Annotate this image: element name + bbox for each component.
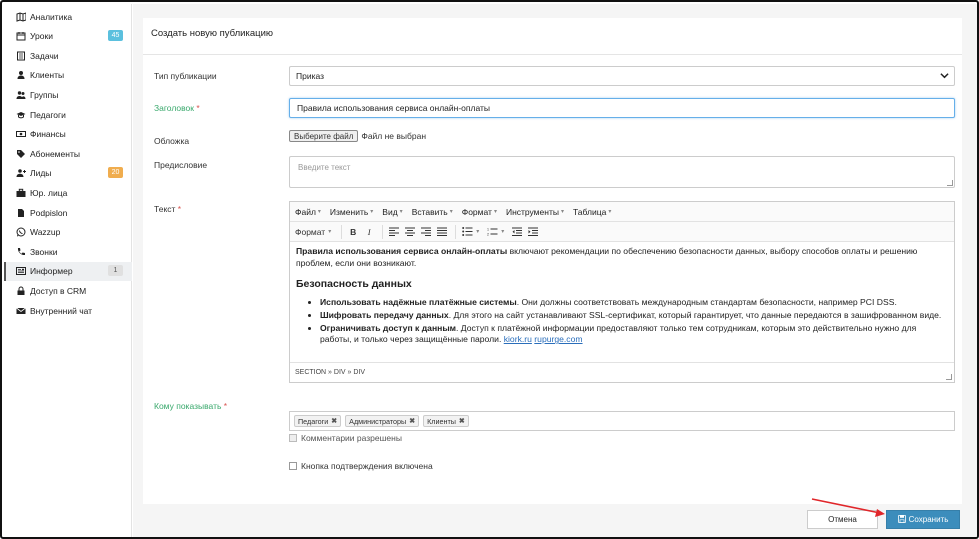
- editor-menu-item[interactable]: [412, 207, 453, 217]
- sidebar: [4, 4, 132, 537]
- editor-menu-item[interactable]: [295, 207, 321, 217]
- comments-checkbox[interactable]: [289, 434, 297, 442]
- sidebar-item[interactable]: [4, 164, 132, 183]
- caret-icon: ▾: [399, 209, 403, 215]
- briefcase-icon: [15, 187, 27, 199]
- caret-icon: ▾: [328, 229, 332, 235]
- audience-tags-input[interactable]: [289, 411, 955, 431]
- sidebar-item[interactable]: [4, 7, 132, 26]
- editor-menu-item[interactable]: [573, 207, 611, 217]
- sidebar-item[interactable]: [4, 144, 132, 163]
- sidebar-item-label: Аналитика: [30, 11, 73, 22]
- sidebar-item-label: Задачи: [30, 50, 59, 61]
- list-item: [320, 310, 948, 322]
- sidebar-item-label: Группы: [30, 89, 59, 100]
- svg-text:1: 1: [486, 227, 489, 232]
- publication-form-panel: [143, 18, 962, 504]
- audience-tag: [345, 415, 419, 427]
- editor-heading: Безопасность данных: [296, 278, 412, 291]
- required-star: *: [223, 401, 228, 411]
- editor-menu-item[interactable]: [330, 207, 373, 217]
- page-title: Создать новую публикацию: [151, 28, 274, 39]
- sidebar-item[interactable]: [4, 262, 132, 281]
- audience-tag-label: Клиенты: [427, 416, 456, 426]
- bold-icon[interactable]: B: [350, 226, 357, 237]
- publication-type-value: Приказ: [296, 71, 325, 81]
- sidebar-item[interactable]: [4, 223, 132, 242]
- user-plus-icon: [15, 167, 27, 179]
- sidebar-item-label: Финансы: [30, 129, 66, 140]
- bullet-bold: Ограничивать доступ к данным: [320, 322, 457, 333]
- sidebar-item[interactable]: [4, 105, 132, 124]
- sidebar-item-label: Лиды: [30, 168, 52, 179]
- sidebar-item[interactable]: [4, 281, 132, 300]
- align-justify-icon[interactable]: [435, 224, 449, 240]
- caret-icon: ▾: [370, 209, 374, 215]
- preface-placeholder: Введите текст: [298, 163, 351, 172]
- toolbar-separator: [455, 225, 456, 239]
- envelope-icon: [15, 305, 27, 317]
- audience-label: [154, 401, 227, 411]
- caret-icon[interactable]: ▾: [476, 229, 480, 235]
- svg-text:2: 2: [486, 232, 489, 236]
- phone-icon: [15, 246, 27, 258]
- sidebar-item[interactable]: [4, 27, 132, 46]
- list-item: [320, 323, 948, 346]
- confirm-checkbox-row: [289, 461, 433, 471]
- comments-label: Комментарии разрешены: [301, 433, 402, 443]
- caret-icon: ▾: [608, 209, 612, 215]
- preface-textarea[interactable]: [289, 156, 955, 188]
- editor-link[interactable]: kiork.ru: [503, 334, 532, 345]
- cancel-button[interactable]: Отмена: [807, 510, 878, 529]
- audience-tag: [423, 415, 469, 427]
- map-icon: [15, 11, 27, 23]
- sidebar-item-label: Звонки: [30, 246, 58, 257]
- type-label: Тип публикации: [154, 71, 217, 81]
- editor-menu-item[interactable]: [462, 207, 497, 217]
- editor-bullet-list: [296, 297, 948, 345]
- editor-menu-label: Инструменты: [505, 206, 559, 217]
- count-badge: 20: [108, 167, 123, 178]
- user-icon: [15, 69, 27, 81]
- users-icon: [15, 89, 27, 101]
- bullet-text: . Для этого на сайт устанавливают SSL-сертификат, который гарантирует, что данные передаются в зашифрованном виде.: [448, 309, 942, 320]
- bullet-bold: Шифровать передачу данных: [320, 309, 449, 320]
- chevron-down-icon: [940, 71, 949, 82]
- toolbar-separator: [382, 225, 383, 239]
- heading-label: [154, 103, 200, 113]
- resize-handle[interactable]: [947, 180, 953, 186]
- close-icon[interactable]: ✖: [409, 418, 416, 425]
- editor-menu-label: Вид: [382, 206, 398, 217]
- heading-input[interactable]: [289, 98, 955, 118]
- toolbar-separator: [341, 225, 342, 239]
- caret-icon: ▾: [560, 209, 564, 215]
- close-icon[interactable]: ✖: [458, 418, 465, 425]
- caret-icon: ▾: [449, 209, 453, 215]
- file-icon: [15, 207, 27, 219]
- editor-content[interactable]: [290, 242, 954, 360]
- newspaper-icon: [15, 265, 27, 277]
- sidebar-item-label: Доступ в CRM: [30, 285, 87, 296]
- editor-menubar: [290, 202, 954, 222]
- editor-menu-label: Вставить: [411, 206, 448, 217]
- preface-label: Предисловие: [154, 160, 208, 170]
- graduation-cap-icon: [15, 109, 27, 121]
- italic-icon[interactable]: I: [367, 226, 371, 237]
- tasks-icon: [15, 50, 27, 62]
- sidebar-item-label: Wazzup: [30, 227, 61, 238]
- sidebar-item[interactable]: [4, 125, 132, 144]
- heading-label-text: Заголовок: [154, 103, 194, 113]
- money-icon: [15, 128, 27, 140]
- bullet-text: . Доступ к платёжной информации предоставляют только тем сотрудникам, которым это действительно нужно для работы, и только через защищённые пароли.: [320, 322, 917, 345]
- save-button-label: Сохранить: [908, 515, 949, 524]
- bullet-text: . Они должны соответствовать международным стандартам безопасности, например PCI DSS.: [516, 297, 897, 308]
- sidebar-item[interactable]: [4, 66, 132, 85]
- editor-menu-label: Таблица: [572, 206, 607, 217]
- list-item: [320, 297, 948, 309]
- rich-text-editor[interactable]: [289, 201, 955, 383]
- count-badge: 1: [108, 265, 123, 276]
- calendar-icon: [15, 30, 27, 42]
- audience-tag-label: Педагоги: [298, 416, 329, 426]
- editor-link[interactable]: rupurge.com: [534, 334, 583, 345]
- required-star: *: [177, 204, 182, 214]
- text-label: [154, 204, 181, 214]
- sidebar-item-label: Информер: [30, 266, 73, 277]
- lock-icon: [15, 285, 27, 297]
- whatsapp-icon: [15, 226, 27, 238]
- text-label-text: Текст: [154, 204, 176, 214]
- align-left-icon[interactable]: [387, 224, 401, 240]
- choose-file-button[interactable]: Выберите файл: [289, 130, 358, 142]
- sidebar-item-label: Абонементы: [30, 148, 80, 159]
- sidebar-item[interactable]: [4, 46, 132, 65]
- sidebar-item[interactable]: [4, 85, 132, 104]
- close-icon[interactable]: ✖: [331, 418, 338, 425]
- caret-icon: ▾: [493, 209, 497, 215]
- file-status: Файл не выбран: [361, 131, 427, 141]
- sidebar-item-label: Юр. лица: [30, 187, 68, 198]
- editor-menu-label: Файл: [295, 206, 316, 217]
- count-badge: 45: [108, 30, 123, 41]
- required-star: *: [196, 103, 200, 113]
- cover-label: Обложка: [154, 136, 190, 146]
- align-right-icon[interactable]: [419, 224, 433, 240]
- save-icon: [898, 515, 906, 525]
- sidebar-item[interactable]: [4, 242, 132, 261]
- editor-menu-label: Изменить: [329, 206, 369, 217]
- resize-handle[interactable]: [946, 374, 952, 380]
- editor-menu-item[interactable]: [382, 207, 402, 217]
- publication-type-select[interactable]: [289, 66, 955, 86]
- heading-input-value: Правила использования сервиса онлайн-оплаты: [297, 103, 491, 113]
- numbered-list-icon[interactable]: [485, 224, 499, 240]
- confirm-label: Кнопка подтверждения включена: [301, 461, 433, 471]
- audience-label-text: Кому показывать: [154, 401, 222, 411]
- caret-icon[interactable]: ▾: [501, 229, 505, 235]
- tag-icon: [15, 148, 27, 160]
- editor-menu-item[interactable]: [506, 207, 564, 217]
- caret-icon: ▾: [317, 209, 321, 215]
- sidebar-item[interactable]: [4, 301, 132, 320]
- audience-tag-label: Администраторы: [349, 416, 407, 426]
- bullet-list-icon[interactable]: [460, 224, 474, 240]
- editor-toolbar: [290, 222, 954, 242]
- intro-text: включают рекомендации по обеспечению безопасности данных, выбору способов оплаты и решению проблем, если они возникают.: [296, 246, 918, 268]
- editor-statusbar: [290, 362, 954, 382]
- format-dropdown-label: Формат: [295, 226, 326, 237]
- sidebar-item-label: Педагоги: [30, 109, 66, 120]
- comments-checkbox-row: [289, 433, 402, 443]
- format-dropdown[interactable]: [295, 224, 335, 240]
- align-center-icon[interactable]: [403, 224, 417, 240]
- sidebar-item[interactable]: [4, 203, 132, 222]
- editor-intro-paragraph: [296, 246, 948, 269]
- cover-file-input: [289, 130, 426, 142]
- editor-menu-label: Формат: [461, 206, 492, 217]
- outdent-icon[interactable]: [510, 224, 524, 240]
- divider: [143, 54, 962, 55]
- sidebar-item-label: Внутренний чат: [30, 305, 93, 316]
- confirm-checkbox[interactable]: [289, 462, 297, 470]
- save-button[interactable]: [886, 510, 960, 529]
- bullet-bold: Использовать надёжные платёжные системы: [320, 297, 517, 308]
- sidebar-item-label: Клиенты: [30, 70, 65, 81]
- intro-bold-text: Правила использования сервиса онлайн-оплаты: [296, 246, 508, 256]
- editor-path: SECTION » DIV » DIV: [295, 369, 366, 376]
- audience-tag: [294, 415, 341, 427]
- sidebar-item-label: Podpislon: [30, 207, 68, 218]
- indent-icon[interactable]: [526, 224, 540, 240]
- main-area: [133, 4, 977, 537]
- sidebar-item-label: Уроки: [30, 31, 53, 42]
- sidebar-item[interactable]: [4, 183, 132, 202]
